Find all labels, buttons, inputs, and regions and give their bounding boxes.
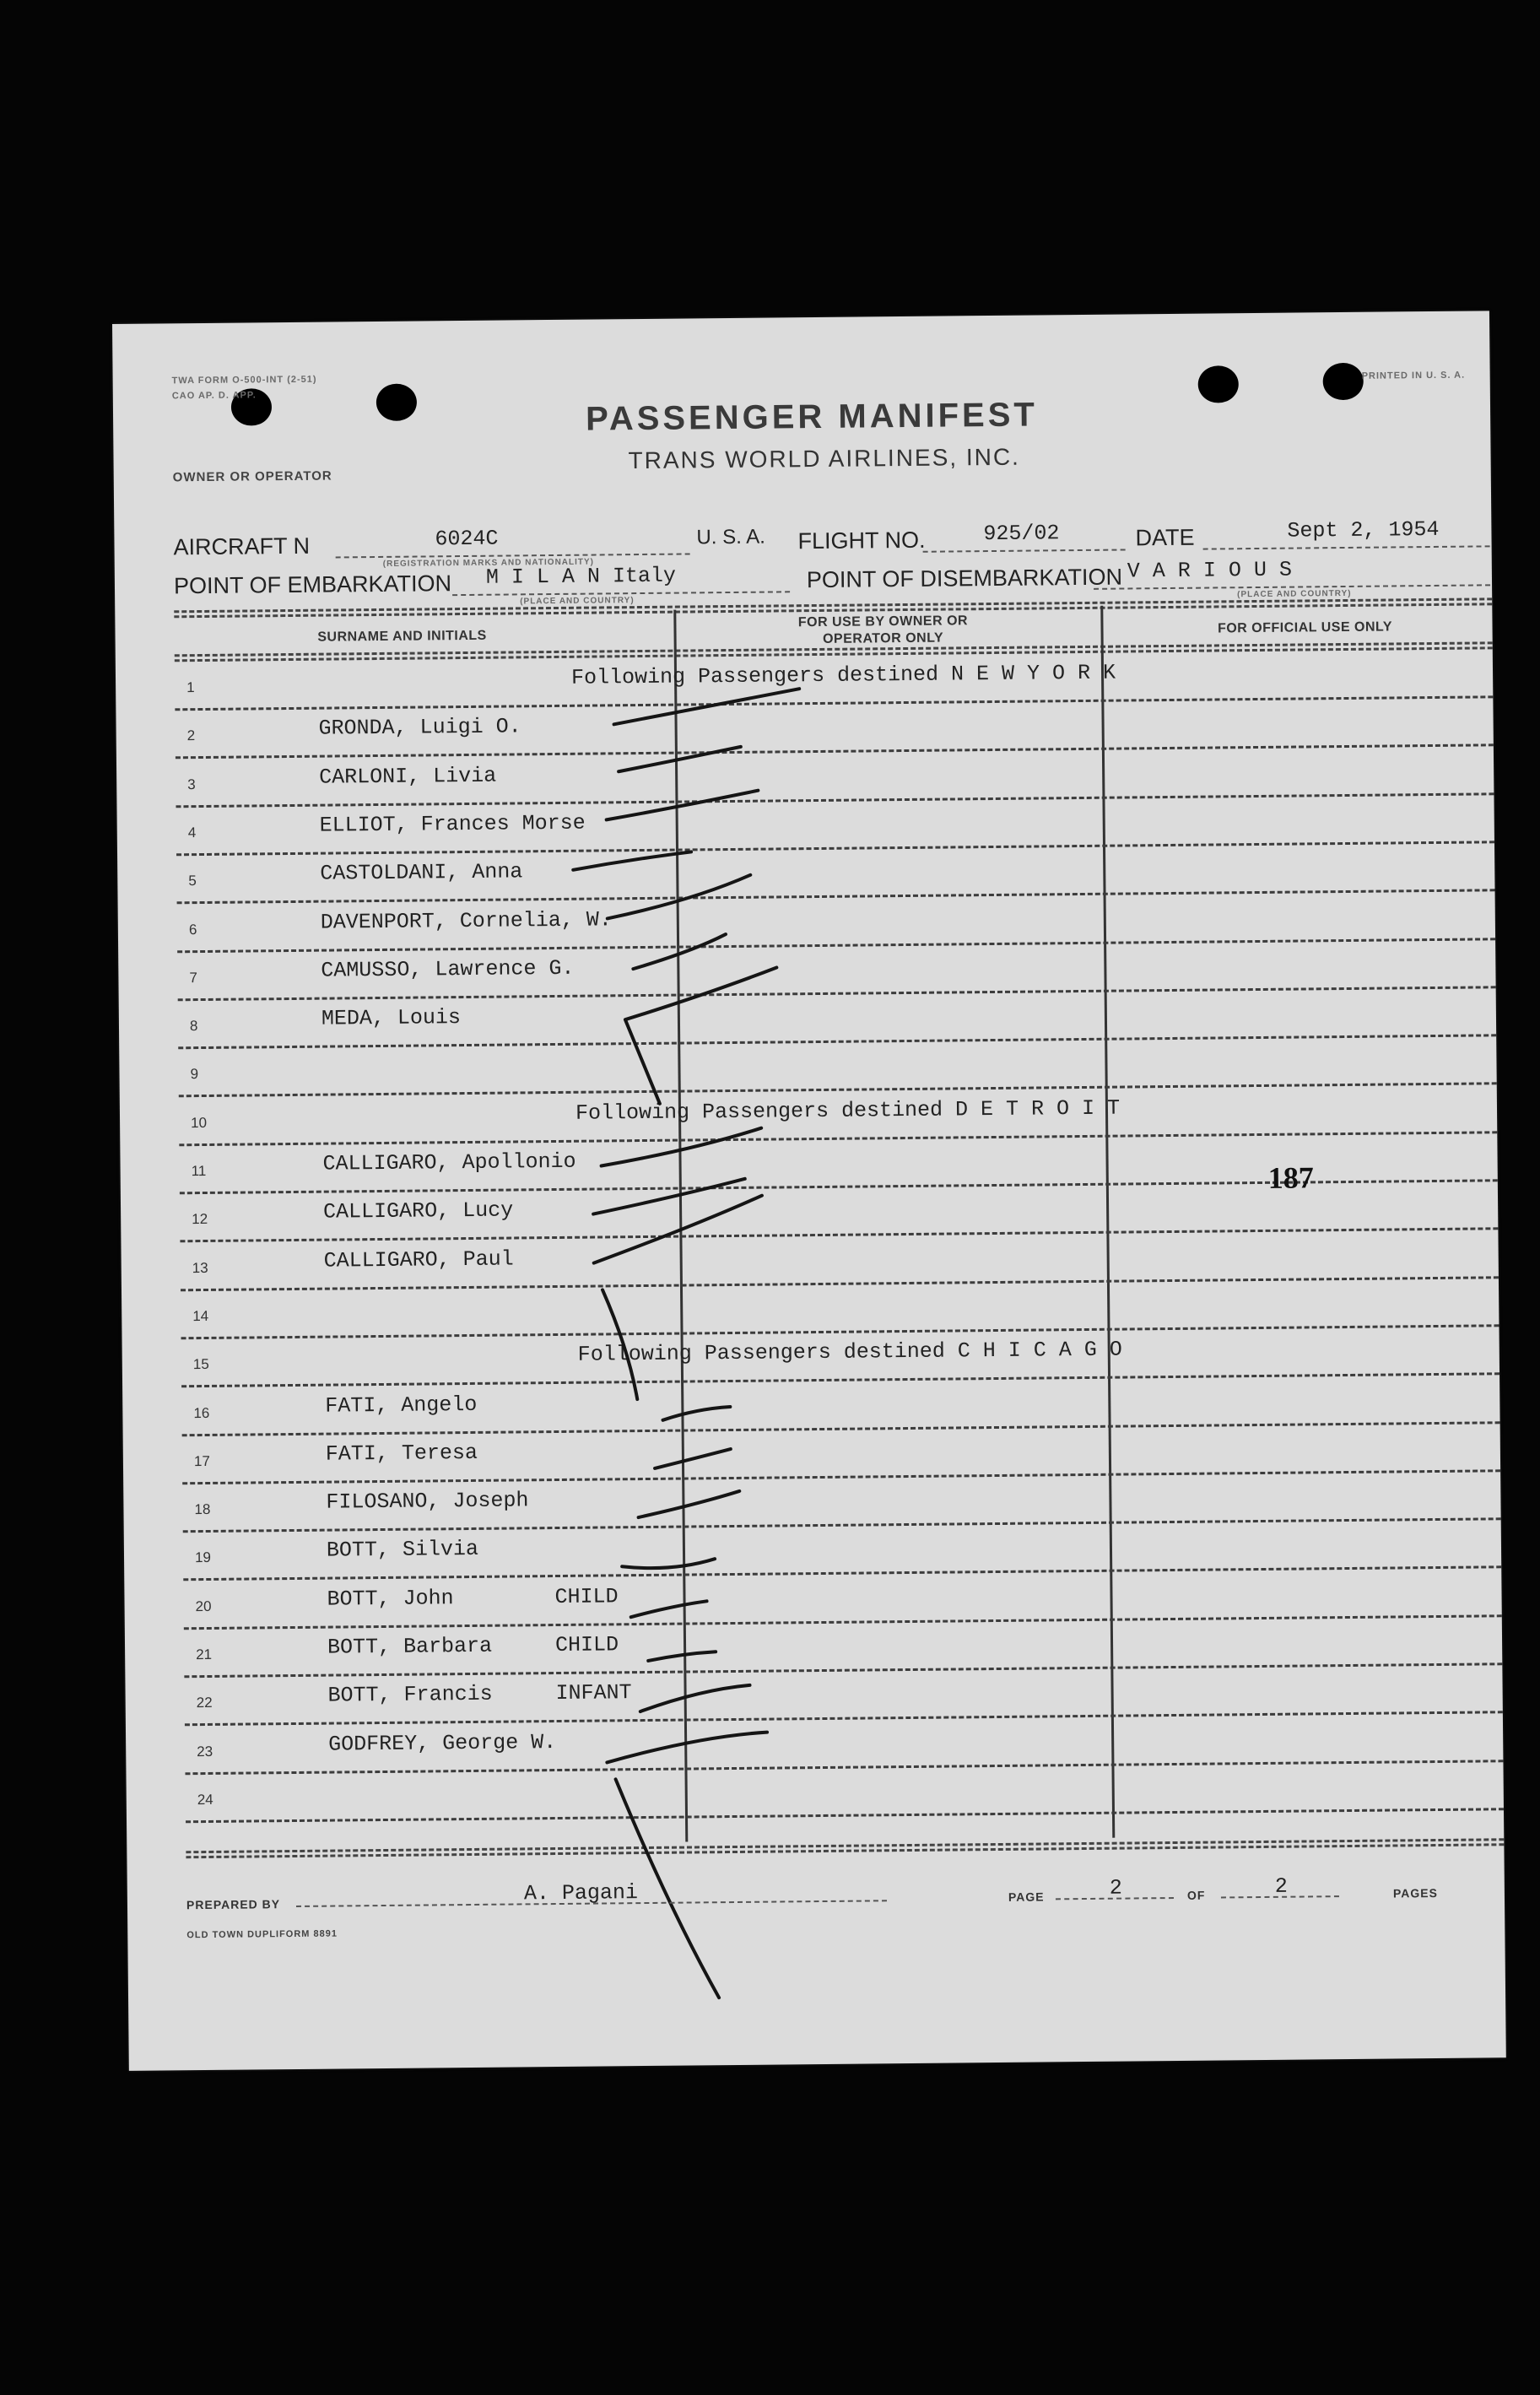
check-mark — [622, 1559, 715, 1568]
aircraft-value: 6024C — [435, 526, 499, 552]
passenger-name: CALLIGARO, Lucy — [322, 1198, 514, 1225]
check-mark — [593, 1179, 745, 1214]
check-mark — [619, 747, 741, 771]
passenger-name: DAVENPORT, Cornelia, W. — [320, 906, 612, 935]
pages-label: PAGES — [1392, 1886, 1438, 1900]
check-mark — [640, 1685, 750, 1711]
check-mark — [602, 1289, 637, 1399]
row-number: 5 — [188, 873, 197, 889]
destination-heading: Following Passengers destined D E T R O I T — [575, 1095, 1121, 1126]
passenger-name: FATI, Angelo — [325, 1392, 478, 1419]
row-number: 23 — [197, 1743, 213, 1760]
col-owner: FOR USE BY OWNER OR OPERATOR ONLY — [797, 614, 969, 646]
row-number: 2 — [186, 727, 196, 744]
page-value: 2 — [1109, 1875, 1122, 1900]
embark-label: POINT OF EMBARKATION — [173, 570, 452, 599]
row-number: 18 — [194, 1501, 211, 1518]
passenger-name: MEDA, Louis — [321, 1005, 462, 1031]
page-label: PAGE — [1008, 1890, 1045, 1904]
printer-imprint: OLD TOWN DUPLIFORM 8891 — [186, 1928, 338, 1941]
passenger-name: CALLIGARO, Paul — [323, 1246, 514, 1273]
flight-label: FLIGHT NO. — [797, 527, 926, 554]
check-mark — [631, 1601, 707, 1617]
row-number: 15 — [192, 1356, 209, 1373]
disembark-label: POINT OF DISEMBARKATION — [806, 564, 1123, 593]
row-number: 14 — [192, 1307, 209, 1325]
flight-value: 925/02 — [983, 521, 1060, 547]
check-mark — [655, 1449, 731, 1468]
passenger-name: CARLONI, Livia — [319, 763, 497, 790]
passenger-note: CHILD — [554, 1632, 619, 1658]
passenger-name: BOTT, Barbara — [327, 1633, 493, 1660]
check-mark — [633, 934, 726, 969]
check-mark — [593, 1196, 763, 1263]
col-surname: SURNAME AND INITIALS — [317, 628, 487, 645]
embark-caption: (PLACE AND COUNTRY) — [520, 596, 635, 607]
passenger-name: ELLIOT, Frances Morse — [319, 810, 586, 838]
destination-heading: Following Passengers destined N E W Y O R K — [570, 660, 1116, 690]
company-name: TRANS WORLD AIRLINES, INC. — [628, 443, 1021, 474]
aircraft-label: AIRCRAFT N — [173, 533, 311, 560]
row-number: 11 — [191, 1162, 207, 1180]
prepared-label: PREPARED BY — [186, 1897, 281, 1912]
passenger-name: FATI, Teresa — [325, 1440, 478, 1467]
row-number: 1 — [186, 679, 195, 696]
date-label: DATE — [1135, 524, 1195, 551]
country: U. S. A. — [696, 525, 765, 549]
passenger-name: GODFREY, George W. — [328, 1729, 557, 1757]
manifest-sheet — [112, 311, 1506, 2071]
row-number: 12 — [192, 1211, 208, 1228]
manifest-title: PASSENGER MANIFEST — [585, 396, 1039, 438]
disembark-caption: (PLACE AND COUNTRY) — [1237, 588, 1352, 600]
row-number: 10 — [190, 1114, 208, 1131]
row-number: 4 — [187, 824, 197, 841]
date-value: Sept 2, 1954 — [1287, 516, 1440, 543]
check-mark — [624, 967, 778, 1104]
official-stamp-number: 187 — [1267, 1160, 1314, 1195]
prepared-value: A. Pagani — [523, 1880, 639, 1906]
row-number: 24 — [197, 1791, 213, 1808]
passenger-name: GRONDA, Luigi O. — [318, 714, 521, 741]
check-mark — [648, 1652, 716, 1661]
of-value: 2 — [1274, 1873, 1288, 1899]
passenger-name: CALLIGARO, Apollonio — [322, 1149, 576, 1176]
printed-in: PRINTED IN U. S. A. — [1361, 370, 1466, 381]
col-official: FOR OFFICIAL USE ONLY — [1217, 619, 1393, 636]
row-number: 13 — [192, 1259, 208, 1276]
check-mark — [613, 689, 799, 724]
row-number: 19 — [194, 1549, 212, 1566]
embark-value: M I L A N Italy — [485, 563, 677, 590]
destination-heading: Following Passengers destined C H I C A G O — [577, 1337, 1122, 1367]
passenger-name: BOTT, Silvia — [326, 1537, 479, 1564]
passenger-name: CAMUSSO, Lawrence G. — [321, 955, 575, 983]
row-number: 7 — [189, 969, 197, 986]
passenger-note: INFANT — [555, 1680, 632, 1706]
cao-approval: CAO AP. D. APP. — [171, 390, 257, 402]
check-mark — [606, 791, 758, 820]
passenger-name: FILOSANO, Joseph — [326, 1488, 529, 1515]
row-number: 20 — [195, 1598, 212, 1614]
check-marks — [112, 311, 1506, 2071]
row-number: 3 — [187, 776, 196, 792]
passenger-name: CASTOLDANI, Anna — [320, 859, 523, 886]
row-number: 9 — [190, 1066, 199, 1083]
passenger-note: CHILD — [554, 1584, 619, 1609]
passenger-name: BOTT, John — [327, 1585, 454, 1612]
passenger-name: BOTT, Francis — [327, 1682, 493, 1708]
check-mark — [607, 875, 750, 919]
check-mark — [573, 851, 691, 869]
check-mark — [638, 1491, 739, 1517]
of-label: OF — [1186, 1888, 1206, 1902]
row-number: 22 — [196, 1695, 213, 1711]
owner-label: OWNER OR OPERATOR — [172, 468, 332, 485]
row-number: 16 — [193, 1404, 210, 1421]
registration-caption: (REGISTRATION MARKS AND NATIONALITY) — [382, 557, 595, 569]
form-id: TWA FORM O-500-INT (2-51) — [171, 374, 317, 387]
row-number: 17 — [193, 1452, 210, 1469]
disembark-value: V A R I O U S — [1127, 557, 1293, 584]
row-number: 8 — [189, 1018, 198, 1035]
check-mark — [601, 1128, 761, 1166]
check-mark — [662, 1407, 730, 1420]
row-number: 6 — [188, 921, 197, 938]
check-mark — [607, 1733, 767, 1763]
row-number: 21 — [196, 1646, 213, 1663]
